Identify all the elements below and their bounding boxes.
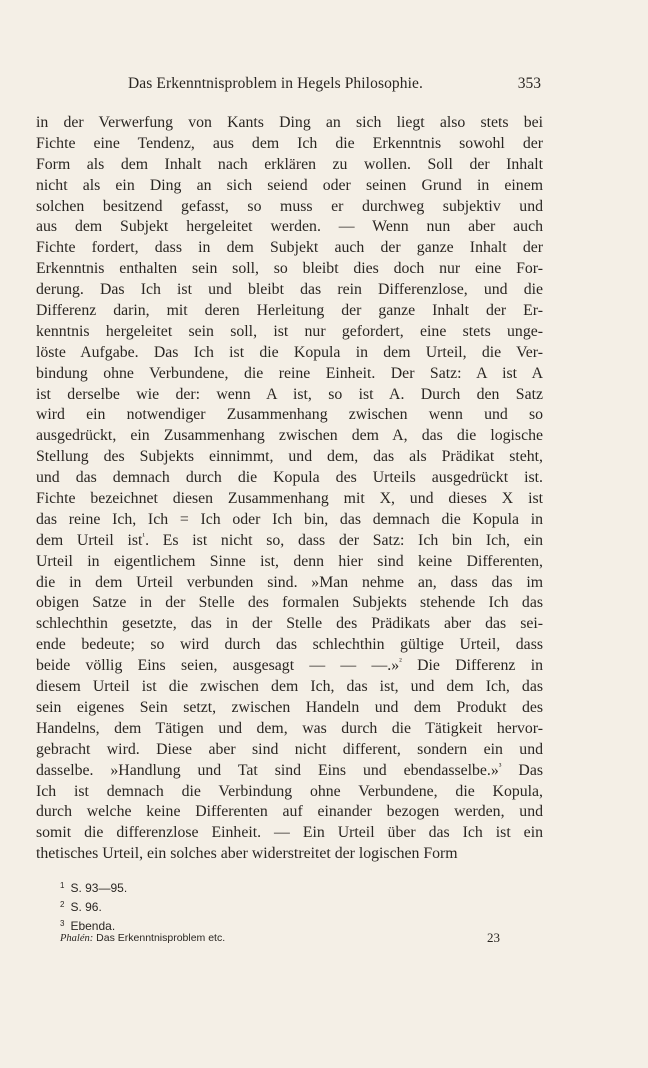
footnote	[60, 914, 360, 933]
text-line: nicht als ein Ding an sich seiend oder seinen Grund in einem	[36, 176, 543, 194]
text-line: thetisches Urteil, ein solches aber widerstreitet der logischen Form	[36, 845, 458, 863]
text-line: gebracht wird. Diese aber sind nicht different, sondern ein und	[36, 740, 543, 758]
text-line: die in dem Urteil verbunden sind. »Man nehme an, dass das im	[36, 573, 543, 591]
signature-title: Das Erkenntnisproblem etc.	[96, 932, 226, 944]
text-line: schlechthin gesetzte, das in der Stelle des Prädikats aber das sei-	[36, 615, 543, 633]
text-line: obigen Satze in der Stelle des formalen Subjekts stehende Ich das	[36, 594, 543, 612]
sheet-number: 23	[487, 930, 500, 945]
footnote-number: 2	[60, 900, 65, 909]
page-number: 353	[517, 75, 541, 92]
text-line: dasselbe. »Handlung und Tat sind Eins und ebendasselbe.»$^{^3}$ Das	[36, 760, 543, 779]
text-line: Erkenntnis enthalten sein soll, so bleibt dies doch nur eine For-	[36, 260, 543, 278]
body-text	[36, 113, 543, 865]
text-line: ausgedrückt, ein Zusammenhang zwischen dem A, das die logische	[36, 427, 543, 445]
text-line: Fichte bezeichnet diesen Zusammenhang mit X, und dieses X ist	[36, 490, 543, 508]
footnote-text: S. 96.	[70, 900, 102, 914]
text-line: somit die differenzlose Einheit. — Ein Urteil über das Ich ist ein	[36, 824, 543, 842]
signature-line	[60, 932, 500, 948]
text-line: Differenz darin, mit deren Herleitung der ganze Inhalt der Er-	[36, 302, 543, 320]
footnote	[60, 876, 360, 895]
running-header	[36, 73, 543, 97]
text-line: in der Verwerfung von Kants Ding an sich liegt also stets bei	[36, 114, 543, 131]
text-line: ist derselbe wie der: wenn A ist, so ist A. Durch den Satz	[36, 385, 543, 403]
text-line: sein eigenes Sein setzt, zwischen Handeln und dem Produkt des	[36, 698, 543, 716]
text-line: wird ein notwendiger Zusammenhang zwischen wenn und so	[36, 406, 543, 424]
signature-author: Phalén:	[60, 933, 94, 944]
text-line: Stellung des Subjekts einnimmt, und dem, das als Prädikat steht,	[36, 448, 543, 466]
text-line: derung. Das Ich ist und bleibt das rein Differenzlose, und die	[36, 281, 543, 299]
text-line: ende bedeute; so wird durch das schlechthin gültige Urteil, dass	[36, 636, 543, 654]
text-line: Fichte eine Tendenz, aus dem Ich die Erkenntnis sowohl der	[36, 134, 543, 152]
footnote-number: 3	[60, 919, 65, 928]
text-line: durch welche keine Differenten auf einander bezogen werden, und	[36, 803, 543, 821]
text-line: diesem Urteil ist die zwischen dem Ich, das ist, und dem Ich, das	[36, 678, 543, 696]
text-line: solchen besitzend gefasst, so muss er durchweg subjektiv und	[36, 197, 543, 215]
running-title: Das Erkenntnisproblem in Hegels Philosophie.	[128, 75, 423, 92]
text-line: bindung ohne Verbundene, die reine Einheit. Der Satz: A ist A	[36, 364, 543, 382]
text-line: Handelns, dem Tätigen und dem, was durch die Tätigkeit hervor-	[36, 719, 543, 737]
footnote-text: S. 93—95.	[70, 881, 128, 895]
text-line: kenntnis hergeleitet sein soll, ist nur gefordert, eine stets unge-	[36, 322, 543, 340]
footnotes	[60, 876, 360, 933]
footnote	[60, 895, 360, 914]
text-line: Fichte fordert, dass in dem Subjekt auch der ganze Inhalt der	[36, 239, 543, 257]
text-line: aus dem Subjekt hergeleitet werden. — Wenn nun aber auch	[36, 218, 543, 236]
text-line: und das demnach durch die Kopula des Urteils ausgedrückt ist.	[36, 469, 543, 487]
text-line: löste Aufgabe. Das Ich ist die Kopula in dem Urteil, die Ver-	[36, 343, 543, 361]
text-line: Urteil in eigentlichem Sinne ist, denn hier sind keine Differenten,	[36, 552, 543, 570]
text-line: beide völlig Eins seien, ausgesagt — — —.»$^{^2}$ Die Differenz in	[36, 656, 543, 675]
text-line: Form als dem Inhalt nach erklären zu wollen. Soll der Inhalt	[36, 155, 543, 173]
text-line: dem Urteil ist$^{^1}$. Es ist nicht so, dass der Satz: Ich bin Ich, ein	[36, 530, 543, 549]
text-line: das reine Ich, Ich = Ich oder Ich bin, das demnach die Kopula in	[36, 510, 543, 528]
footnote-number: 1	[60, 881, 65, 890]
footnote-text: Ebenda.	[70, 919, 116, 933]
text-line: Ich ist demnach die Verbindung ohne Verbundene, die Kopula,	[36, 782, 543, 800]
